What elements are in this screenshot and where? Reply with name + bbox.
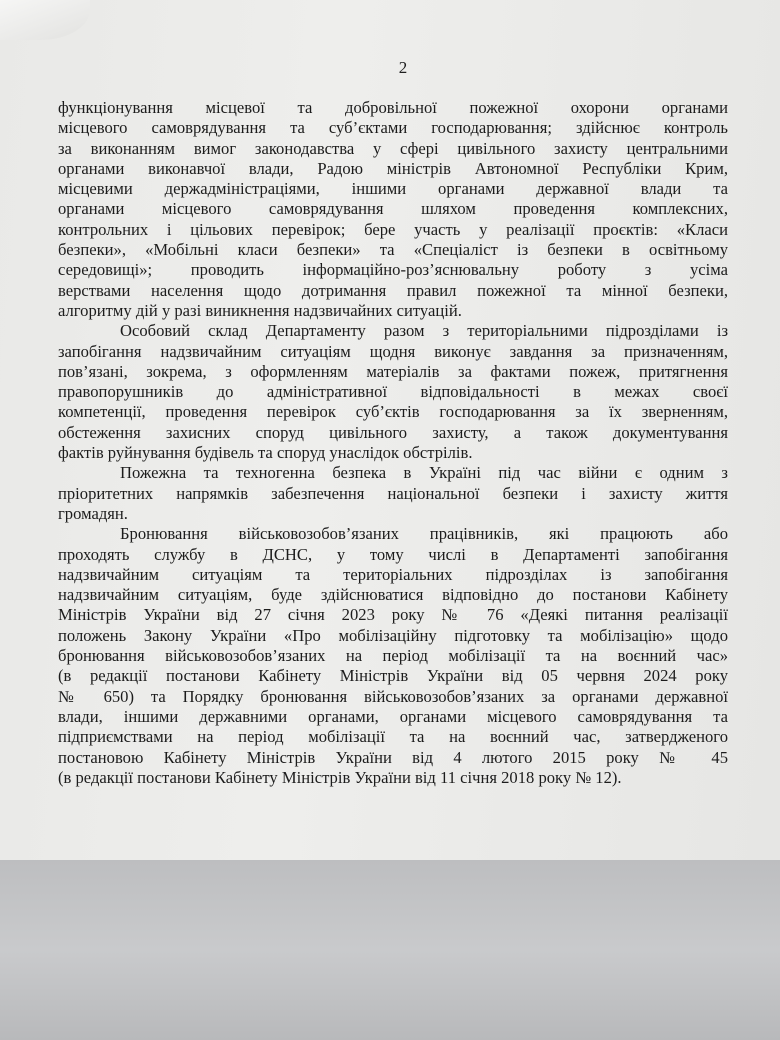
text-line: верствами населення щодо дотримання правил пожежної та мінної безпеки, [58,280,728,300]
text-line: фактів руйнування будівель та споруд унаслідок обстрілів. [58,443,473,463]
text-line: положень Закону України «Про мобілізаційну підготовку та мобілізацію» щодо [58,625,728,645]
text-line: місцевими держадміністраціями, іншими органами державної влади та [58,179,728,199]
text-line: Особовий склад Департаменту разом з територіальними підрозділами із [120,321,728,341]
text-line: алгоритму дій у разі виникнення надзвичайних ситуацій. [58,300,462,320]
document-body [58,98,728,788]
text-line: Бронювання військовозобов’язаних працівників, які працюють або [120,524,728,544]
text-line: (в редакції постанови Кабінету Міністрів України від 05 червня 2024 року [58,666,728,686]
paragraph-1 [58,98,728,321]
text-line: бронювання військовозобов’язаних на період мобілізації та на воєнний час» [58,646,728,666]
text-line: за виконанням вимог законодавства у сфері цивільного захисту центральними [58,138,728,158]
text-line: № 650) та Порядку бронювання військовозобов’язаних за органами державної [58,686,728,706]
paragraph-2 [58,321,728,463]
text-line: контрольних і цільових перевірок; бере участь у реалізації проєктів: «Класи [58,219,728,239]
text-line: постановою Кабінету Міністрів України від 4 лютого 2015 року № 45 [58,747,728,767]
text-line: органами виконавчої влади, Радою міністрів Автономної Республіки Крим, [58,158,728,178]
text-line: середовищі»; проводить інформаційно-роз’яснювальну роботу з усіма [58,260,728,280]
page-number: 2 [398,58,408,77]
text-line: влади, іншими державними органами, органами місцевого самоврядування та [58,706,728,726]
text-line: безпеки», «Мобільні класи безпеки» та «Спеціаліст із безпеки в освітньому [58,240,728,260]
text-line: компетенції, проведення перевірок суб’єктів господарювання за їх зверненням, [58,402,728,422]
text-line: запобігання надзвичайним ситуаціям щодня виконує завдання за призначенням, [58,341,728,361]
text-line: громадян. [58,503,128,523]
text-line: пов’язані, зокрема, з оформленням матеріалів за фактами пожеж, притягнення [58,361,728,381]
text-line: підприємствами на період мобілізації та на воєнний час, затвердженого [58,727,728,747]
text-line: місцевого самоврядування та суб’єктами господарювання; здійснює контроль [58,118,728,138]
paper-below-page [0,860,780,1040]
page-corner-fold [0,0,90,40]
text-line: (в редакції постанови Кабінету Міністрів України від 11 січня 2018 року № 12). [58,767,622,787]
text-line: надзвичайним ситуаціям, буде здійснюватися відповідно до постанови Кабінету [58,585,728,605]
text-line: пріоритетних напрямків забезпечення національної безпеки і захисту життя [58,483,728,503]
paragraph-3 [58,463,728,524]
text-line: Міністрів України від 27 січня 2023 року № 76 «Деякі питання реалізації [58,605,728,625]
text-line: правопорушників до адміністративної відповідальності в межах своєї [58,382,728,402]
text-line: органами місцевого самоврядування шляхом проведення комплексних, [58,199,728,219]
text-line: Пожежна та техногенна безпека в Україні під час війни є одним з [120,463,728,483]
text-line: проходять службу в ДСНС, у тому числі в Департаменті запобігання [58,544,728,564]
text-line: надзвичайним ситуаціям та територіальних підрозділах із запобігання [58,564,728,584]
paragraph-4 [58,524,728,788]
text-line: обстеження захисних споруд цивільного захисту, а також документування [58,422,728,442]
text-line: функціонування місцевої та добровільної пожежної охорони органами [58,98,728,117]
